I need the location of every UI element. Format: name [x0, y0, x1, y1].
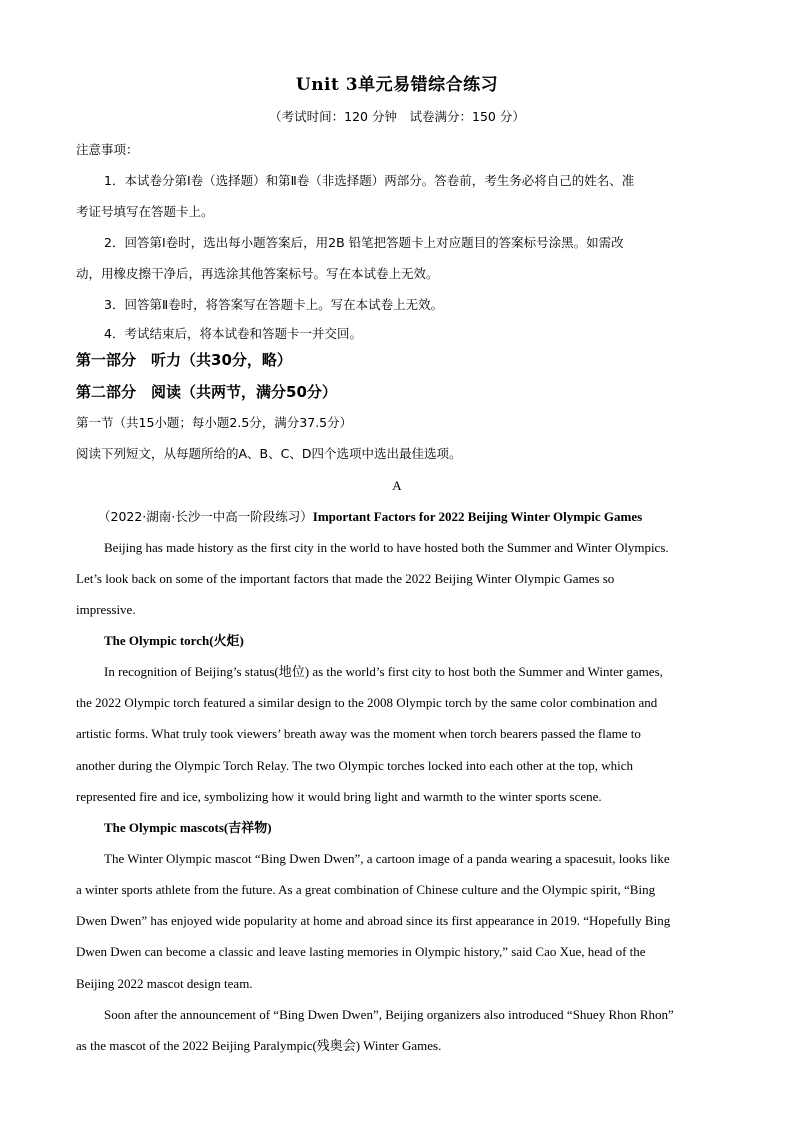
note-item-2b: 动，用橡皮擦干净后，再选涂其他答案标号。写在本试卷上无效。	[76, 266, 439, 281]
paragraph-2-line: represented fire and ice, symbolizing how it would bring light and warmth to the winter sports scene.	[76, 789, 602, 804]
paragraph-1-line: Let’s look back on some of the important factors that made the 2022 Beijing Winter Olympic Games so	[76, 571, 615, 586]
paragraph-4-line: Soon after the announcement of “Bing Dwen Dwen”, Beijing organizers also introduced “Shuey Rhon Rhon”	[104, 1007, 674, 1022]
passage-header	[98, 508, 734, 527]
note-item-2a: 2．回答第Ⅰ卷时，选出每小题答案后，用2B 铅笔把答题卡上对应题目的答案标号涂黑。如需改	[104, 235, 624, 250]
part1-heading: 第一部分 听力（共30分，略）	[76, 351, 292, 369]
mascots-heading: The Olympic mascots(吉祥物)	[104, 820, 272, 835]
notes-heading: 注意事项：	[76, 142, 139, 157]
paragraph-4-line: as the mascot of the 2022 Beijing Paralympic(残奥会) Winter Games.	[76, 1038, 442, 1053]
note-item-1b: 考证号填写在答题卡上。	[76, 204, 214, 219]
paragraph-3-line: Dwen Dwen” has enjoyed wide popularity at home and abroad since its first appearance in 2019. “Hopefully Bing	[76, 913, 671, 928]
paragraph-1-line: impressive.	[76, 602, 136, 617]
passage-label: A	[392, 478, 402, 493]
paragraph-2-line: another during the Olympic Torch Relay. The two Olympic torches locked into each other at the top, which	[76, 758, 633, 773]
paragraph-3-line: The Winter Olympic mascot “Bing Dwen Dwen”, a cartoon image of a panda wearing a spacesuit, looks like	[104, 851, 670, 866]
note-item-1a: 1．本试卷分第Ⅰ卷（选择题）和第Ⅱ卷（非选择题）两部分。答卷前，考生务必将自己的姓名、准	[104, 173, 635, 188]
paragraph-3-line: Dwen Dwen can become a classic and leave lasting memories in Olympic history,” said Cao Xue, head of the	[76, 944, 646, 959]
paragraph-2-line: In recognition of Beijing’s status(地位) as the world’s first city to host both the Summer and Winter games,	[104, 664, 663, 679]
paragraph-2-line: artistic forms. What truly took viewers’ breath away was the moment when torch bearers passed the flame to	[76, 726, 641, 741]
torch-heading: The Olympic torch(火炬)	[104, 633, 244, 648]
note-item-3: 3．回答第Ⅱ卷时，将答案写在答题卡上。写在本试卷上无效。	[104, 297, 444, 312]
part2-heading: 第二部分 阅读（共两节，满分50分）	[76, 383, 337, 401]
passage-title: Important Factors for 2022 Beijing Winter Olympic Games	[312, 509, 643, 524]
paragraph-2-line: the 2022 Olympic torch featured a similar design to the 2008 Olympic torch by the same color combination and	[76, 695, 658, 710]
note-item-4: 4．考试结束后，将本试卷和答题卡一并交回。	[104, 326, 362, 341]
paragraph-3-line: Beijing 2022 mascot design team.	[76, 976, 253, 991]
instruction: 阅读下列短文，从每题所给的A、B、C、D四个选项中选出最佳选项。	[76, 446, 462, 461]
section1-heading: 第一节（共15小题；每小题2.5分，满分37.5分）	[76, 415, 353, 430]
page-title: Unit 3单元易错综合练习	[295, 75, 499, 95]
paragraph-1-line: Beijing has made history as the first city in the world to have hosted both the Summer and Winter Olympics.	[104, 540, 669, 555]
passage-source: （2022·湖南·长沙一中高一阶段练习）	[98, 509, 313, 524]
exam-info: （考试时间：120 分钟 试卷满分：150 分）	[269, 109, 525, 124]
paragraph-3-line: a winter sports athlete from the future. As a great combination of Chinese culture and the Olympic spirit, “Bing	[76, 882, 656, 897]
